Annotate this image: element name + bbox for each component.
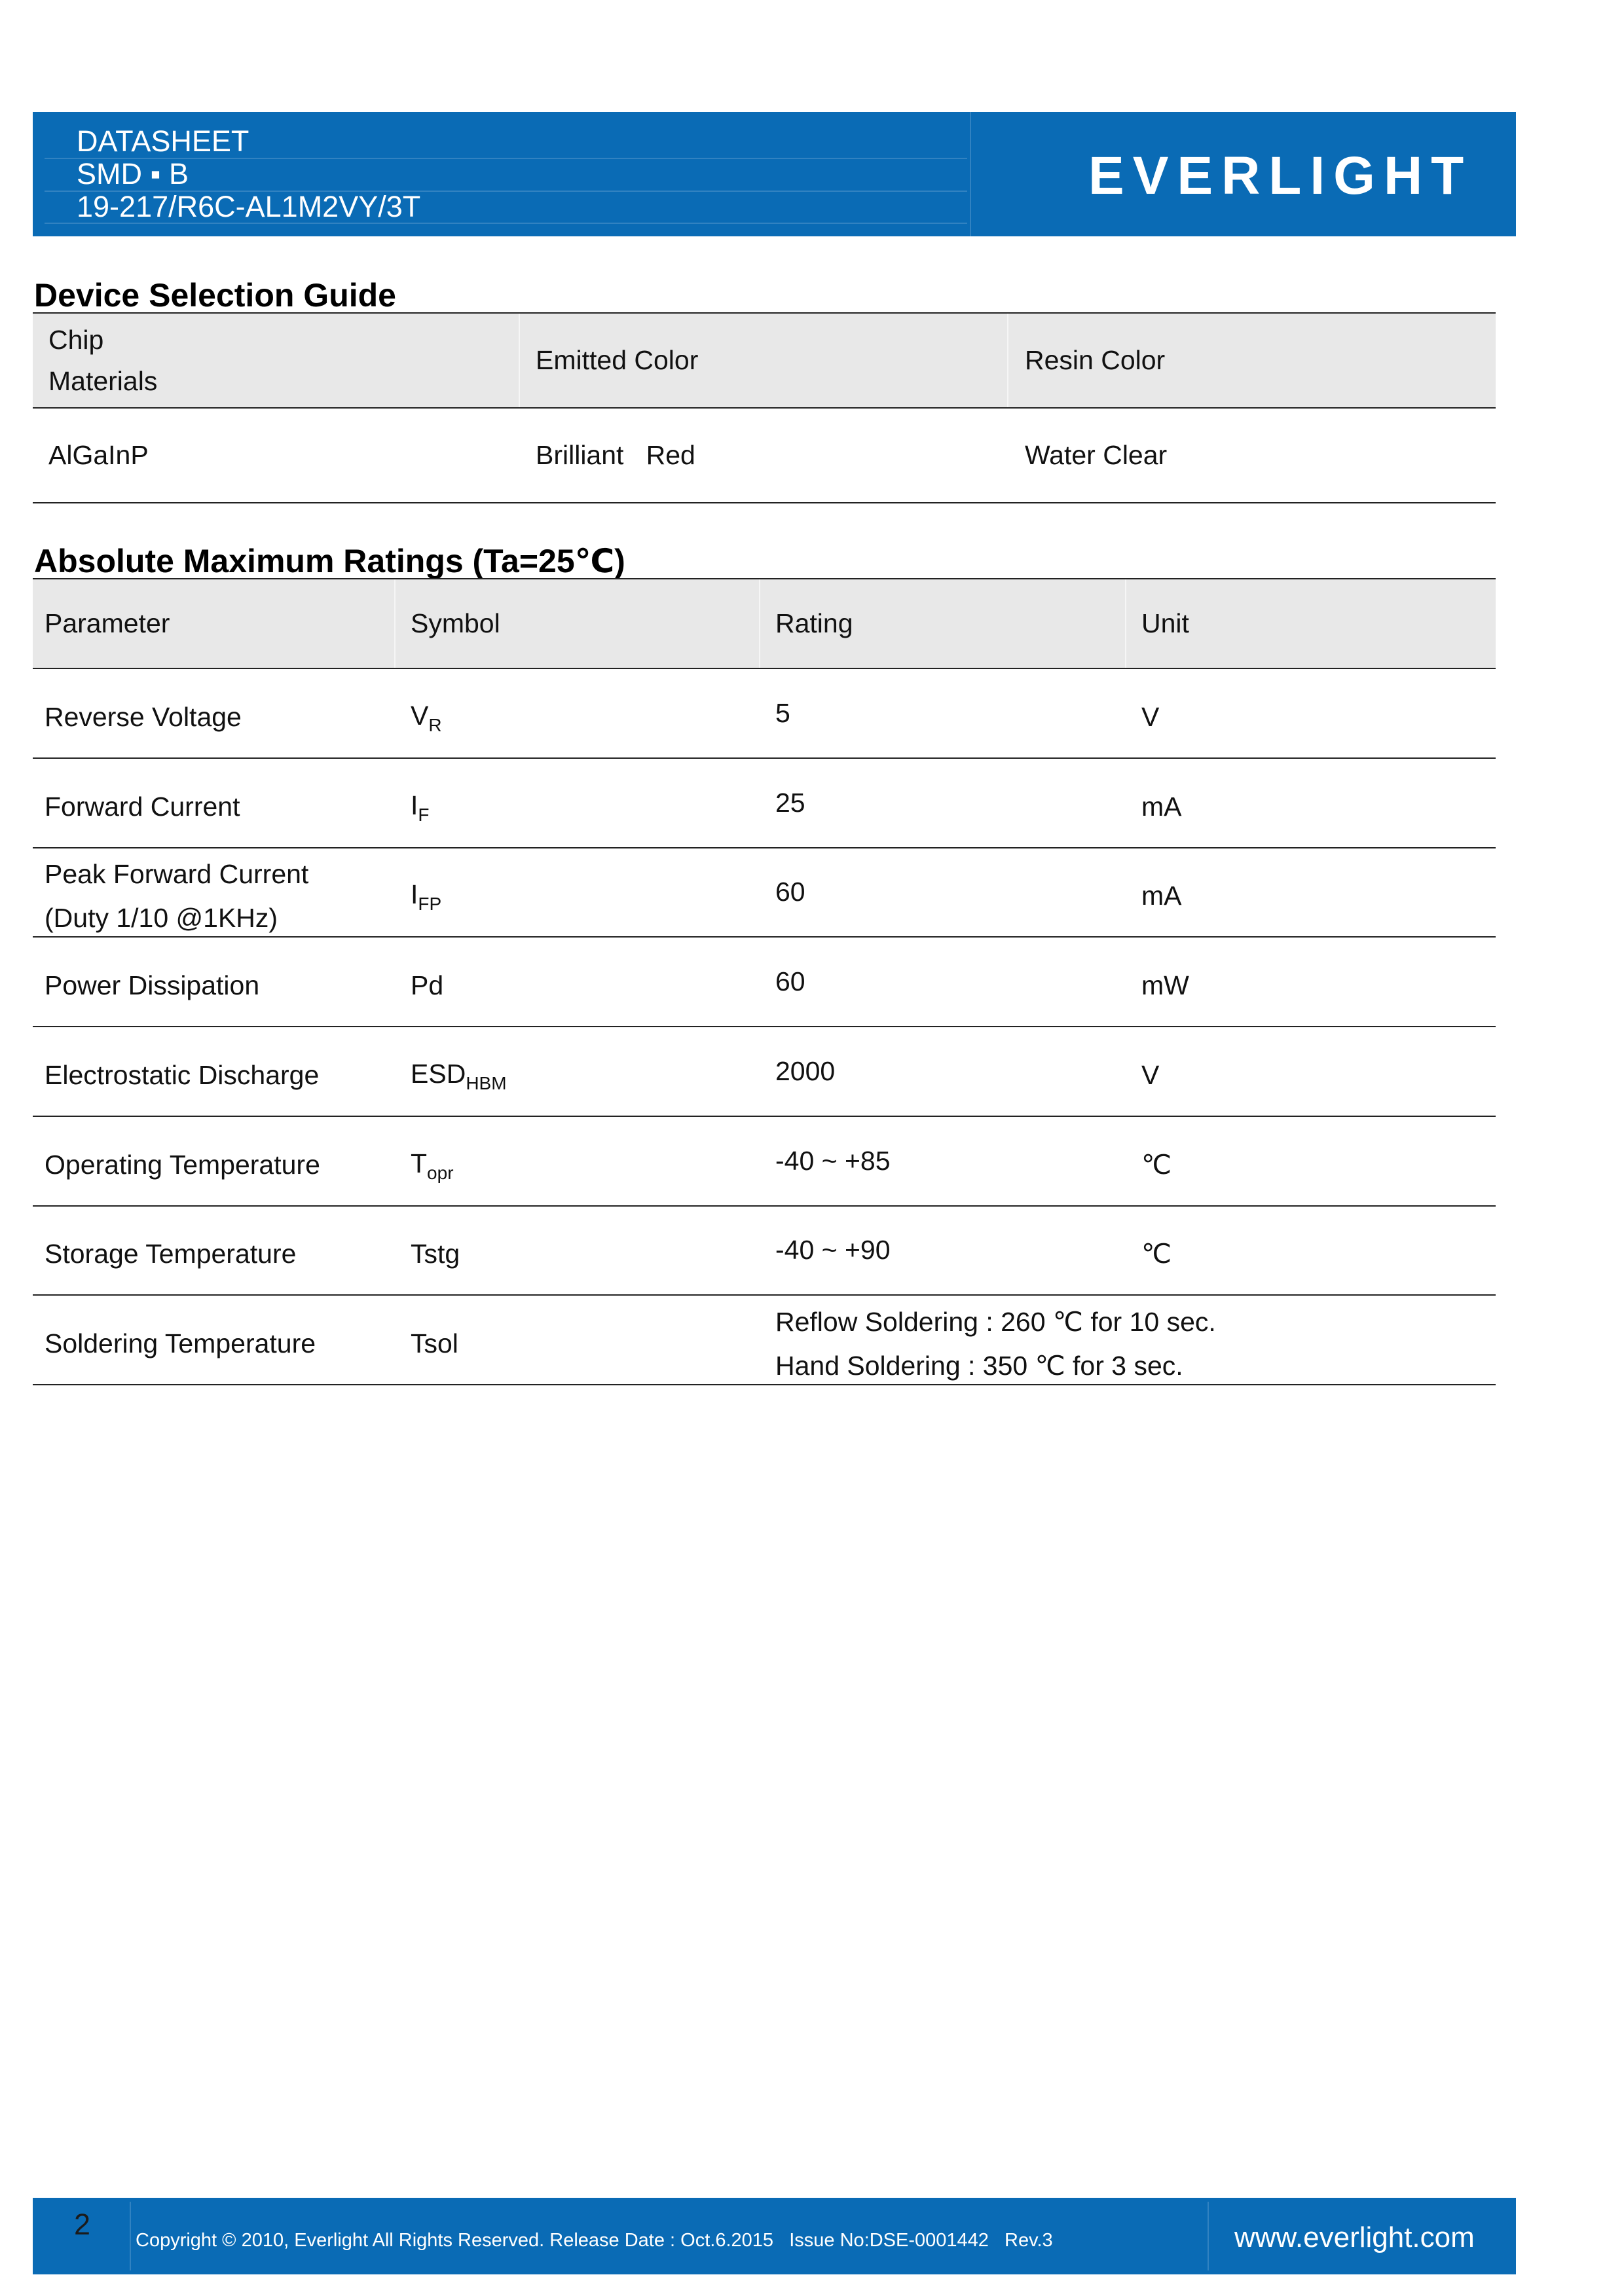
rating-cell [760,1117,1126,1205]
document-type: DATASHEET [77,124,249,158]
column-header-rating: Rating [760,579,1126,668]
column-header-chip-materials [33,314,520,407]
rating-cell [760,848,1126,937]
rating-text: 25 [775,787,805,818]
parameter-cell [33,1117,396,1205]
unit-cell: V [1141,701,1160,732]
symbol-cell [396,669,760,757]
symbol-main: Pd [411,970,444,1001]
table-row [33,1117,1496,1207]
column-header-unit: Unit [1141,608,1189,638]
resin-color-value: Water Clear [1025,440,1168,470]
device-selection-guide-heading: Device Selection Guide [34,277,396,314]
rating-text: 2000 [775,1055,836,1086]
symbol-main: I [411,790,418,820]
device-selection-table [33,312,1496,503]
rating-cell [760,1027,1126,1116]
symbol-cell [396,759,760,847]
rating-cell [760,1296,1216,1384]
rating-cell [760,1207,1126,1295]
parameter-cell [33,938,396,1026]
chip-materials-value: AlGaInP [48,440,149,470]
symbol-subscript: FP [418,894,442,915]
rating-cell [760,669,1126,757]
symbol-main: T [411,1148,428,1178]
parameter-cell [33,669,396,757]
symbol-cell [396,848,760,937]
parameter-text: Storage Temperature [45,1239,297,1269]
table-row [33,669,1496,759]
parameter-cell [33,848,396,937]
unit-cell: mA [1141,881,1182,911]
column-header-parameter: Parameter [33,579,396,668]
column-header-emitted-color: Emitted Color [520,314,1008,407]
parameter-cell [33,759,396,847]
symbol-cell [396,1117,760,1205]
rating-text: Hand Soldering : 350 ℃ for 3 sec. [775,1350,1183,1381]
rating-text: 60 [775,966,805,997]
parameter-text: Electrostatic Discharge [45,1059,320,1090]
table-header-row [33,579,1496,669]
emitted-color-value: Brilliant Red [536,440,695,470]
package-type: SMD ▪ B [77,157,189,191]
parameter-text: Forward Current [45,791,240,822]
unit-cell: mW [1141,970,1189,1001]
parameter-text: Soldering Temperature [45,1328,316,1359]
parameter-text: (Duty 1/10 @1KHz) [45,902,278,933]
copyright-text: Copyright © 2010, Everlight All Rights Reserved. Release Date : Oct.6.2015 Issue No:DSE-0001442 Rev.3 [136,2230,1053,2251]
symbol-subscript: HBM [466,1072,507,1093]
rating-text: Reflow Soldering : 260 ℃ for 10 sec. [775,1306,1216,1337]
unit-cell [1126,1296,1496,1384]
unit-cell: V [1141,1059,1160,1090]
symbol-subscript: R [428,714,442,735]
absolute-maximum-ratings-table [33,578,1496,1385]
table-row [33,938,1496,1027]
column-header-line: Materials [48,365,158,396]
parameter-text: Power Dissipation [45,970,260,1001]
column-header-symbol: Symbol [396,579,760,668]
absolute-maximum-ratings-heading: Absolute Maximum Ratings (Ta=25℃) [34,543,625,579]
parameter-cell [33,1207,396,1295]
parameter-cell [33,1296,396,1384]
part-number: 19-217/R6C-AL1M2VY/3T [77,190,421,223]
everlight-logo: EVERLIGHT [1088,146,1473,206]
symbol-main: I [411,879,418,910]
symbol-subscript: opr [427,1162,454,1183]
symbol-cell [396,1027,760,1116]
rating-cell [760,938,1126,1026]
header-bar [33,112,1516,236]
symbol-main: V [411,700,429,731]
parameter-text: Reverse Voltage [45,701,242,732]
table-row [33,409,1496,503]
parameter-cell [33,1027,396,1116]
footer-divider [130,2202,131,2270]
rating-text: -40 ~ +85 [775,1145,891,1176]
rating-text: 60 [775,877,805,907]
rating-text: 5 [775,697,790,728]
unit-cell: ℃ [1141,1149,1172,1180]
parameter-text: Operating Temperature [45,1149,320,1180]
table-row [33,1027,1496,1117]
table-header-row [33,314,1496,409]
footer-bar [33,2198,1516,2274]
table-row [33,1207,1496,1296]
page-number: 2 [74,2208,91,2241]
symbol-cell [396,1296,760,1384]
rating-cell [760,759,1126,847]
symbol-subscript: F [418,804,430,825]
table-row [33,1296,1496,1385]
unit-cell: mA [1141,791,1182,822]
symbol-main: Tsol [411,1328,458,1359]
unit-cell: ℃ [1141,1239,1172,1269]
header-divider [970,112,971,236]
symbol-main: Tstg [411,1239,460,1269]
symbol-cell [396,938,760,1026]
table-row [33,759,1496,848]
parameter-text: Peak Forward Current [45,858,309,889]
footer-divider [1208,2202,1209,2270]
column-header-line: Chip [48,324,104,355]
rating-text: -40 ~ +90 [775,1235,891,1266]
website-link: www.everlight.com [1234,2221,1475,2253]
column-header-resin-color: Resin Color [1025,345,1166,375]
symbol-cell [396,1207,760,1295]
table-row [33,848,1496,938]
symbol-main: ESD [411,1058,466,1089]
